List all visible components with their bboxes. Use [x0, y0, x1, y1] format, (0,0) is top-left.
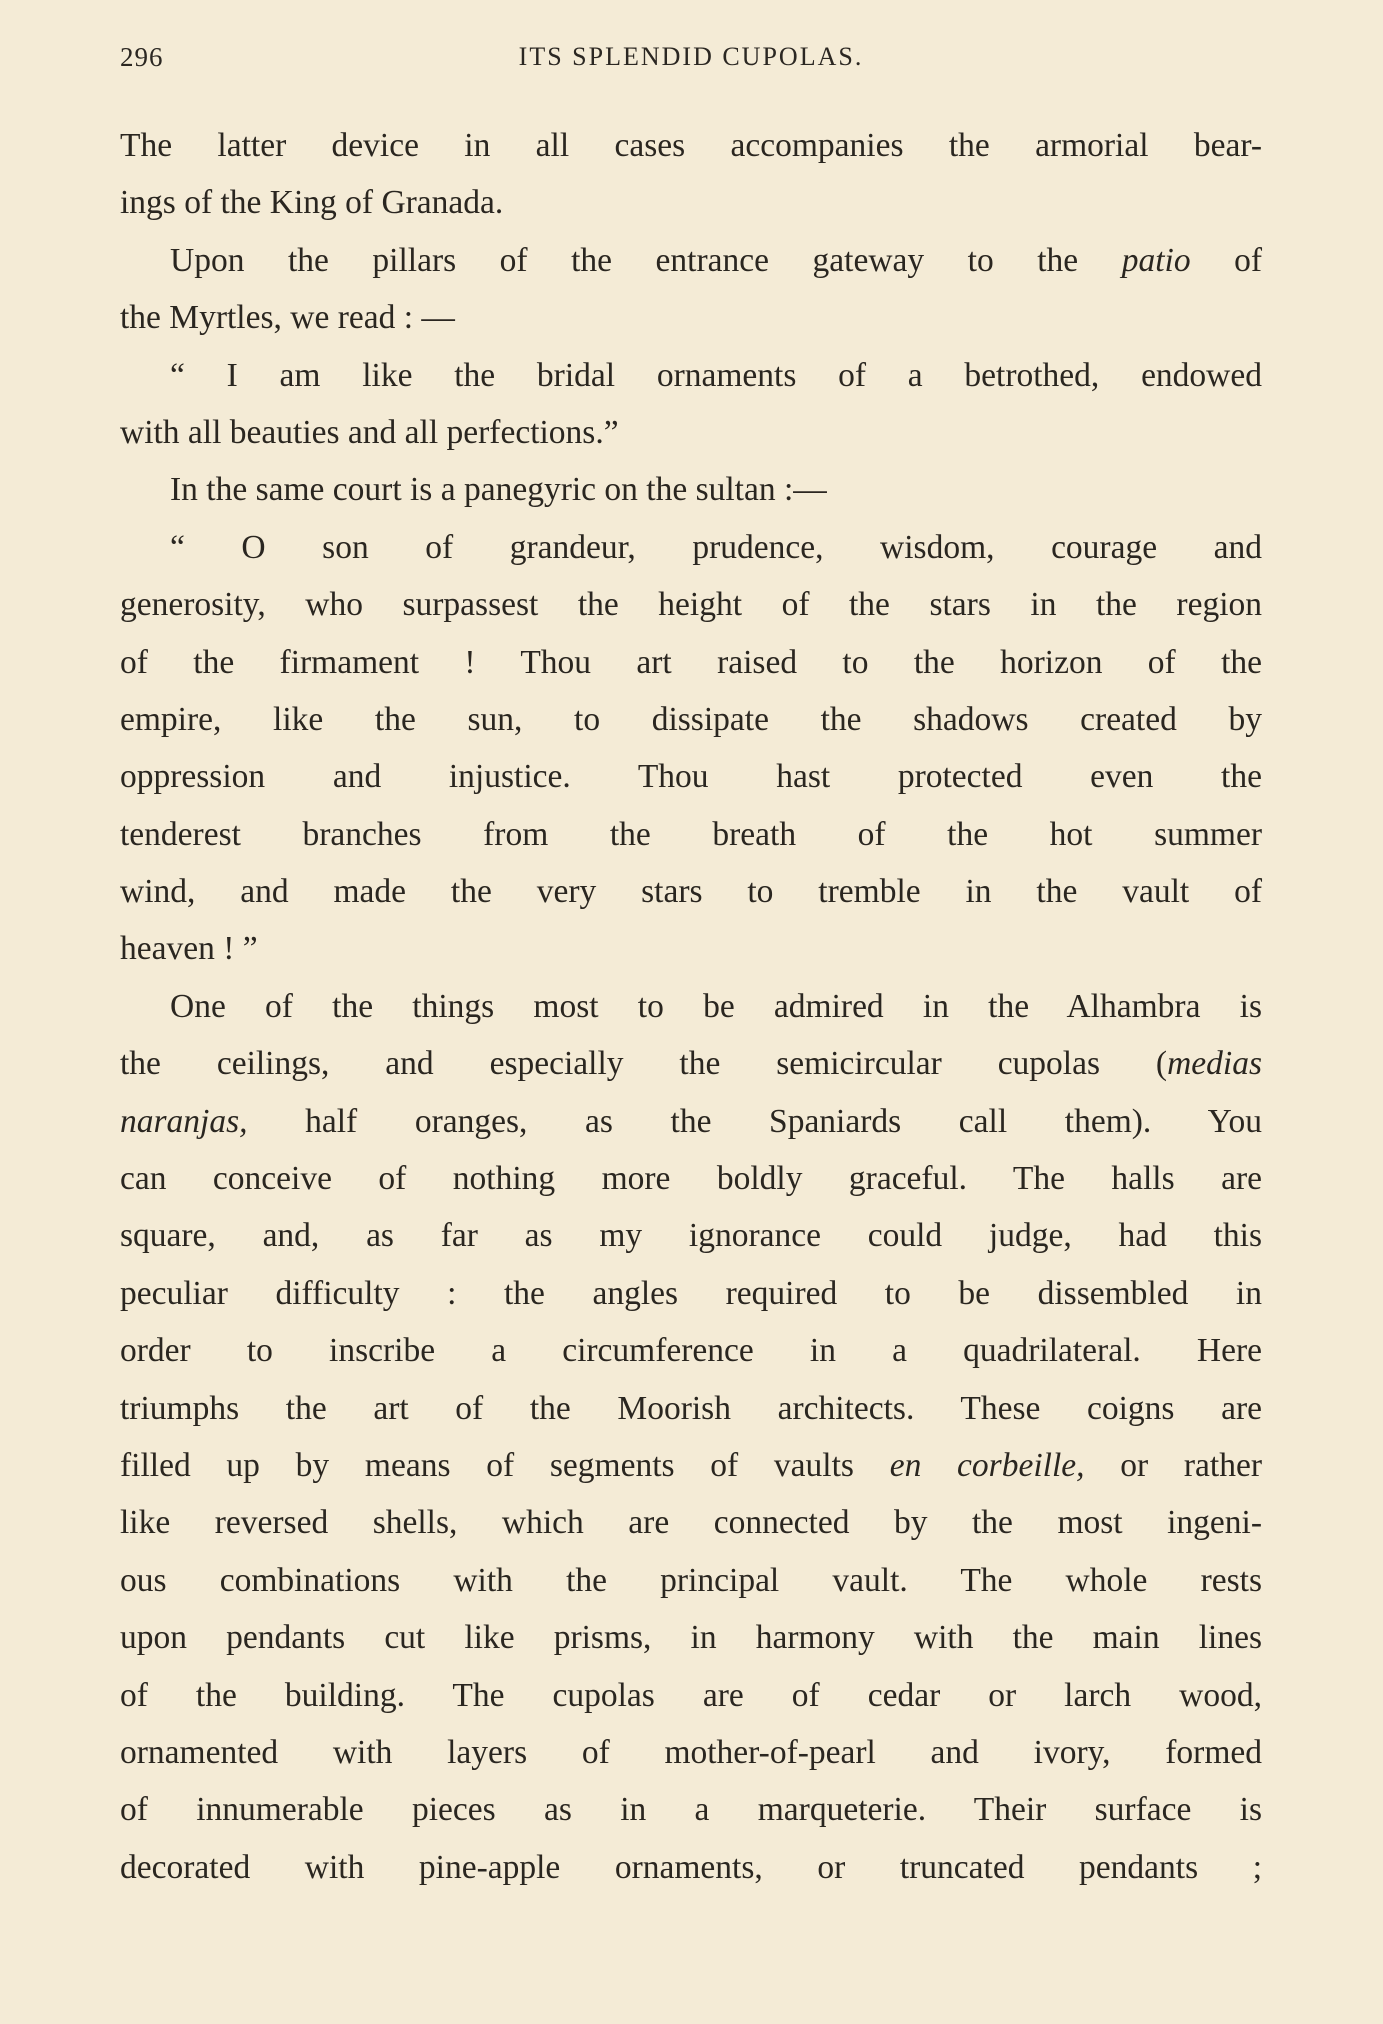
text-line	[120, 1380, 1262, 1437]
italic-term: naranjas,	[120, 1102, 248, 1140]
text-line	[120, 806, 1262, 863]
text-line	[120, 117, 1262, 174]
text-line-segment: of	[1190, 241, 1263, 279]
text-line-segment: In the same court is a panegyric on the sultan :—	[170, 471, 827, 509]
text-line	[120, 920, 1262, 977]
text-line	[120, 1839, 1262, 1896]
text-line	[120, 978, 1262, 1035]
text-line-segment: triumphs the art of the Moorish architects. These coigns are	[120, 1389, 1262, 1427]
text-line	[120, 1035, 1262, 1092]
text-line-segment: filled up by means of segments of vaults	[120, 1446, 890, 1484]
text-line-segment: of innumerable pieces as in a marqueterie. Their surface is	[120, 1791, 1262, 1829]
text-line-segment: Upon the pillars of the entrance gateway to the	[170, 241, 1122, 279]
text-line	[120, 1322, 1262, 1379]
text-line-segment: can conceive of nothing more boldly graceful. The halls are	[120, 1160, 1262, 1198]
text-line-segment: “ O son of grandeur, prudence, wisdom, courage and	[170, 528, 1262, 566]
text-line-segment: decorated with pine-apple ornaments, or truncated pendants ;	[120, 1848, 1262, 1886]
text-line-segment: wind, and made the very stars to tremble in the vault of	[120, 873, 1262, 911]
text-line-segment: of the building. The cupolas are of cedar or larch wood,	[120, 1676, 1262, 1714]
text-line-segment: “ I am like the bridal ornaments of a betrothed, endowed	[170, 356, 1262, 394]
italic-term: medias	[1167, 1045, 1262, 1083]
text-line-segment: order to inscribe a circumference in a quadrilateral. Here	[120, 1332, 1262, 1370]
text-line-segment: or rather	[1084, 1446, 1263, 1484]
text-line	[120, 1609, 1262, 1666]
text-line	[120, 174, 1262, 231]
text-line-segment: One of the things most to be admired in the Alhambra is	[170, 987, 1262, 1025]
text-line-segment: with all beauties and all perfections.”	[120, 413, 619, 451]
text-line-segment: ous combinations with the principal vault. The whole rests	[120, 1561, 1262, 1599]
text-line-segment: of the firmament ! Thou art raised to the horizon of the	[120, 643, 1262, 681]
text-line	[120, 347, 1262, 404]
text-line-segment: the ceilings, and especially the semicircular cupolas (	[120, 1045, 1168, 1083]
text-line	[120, 404, 1262, 461]
text-line	[120, 519, 1262, 576]
italic-term: patio	[1121, 241, 1191, 279]
text-line	[120, 289, 1262, 346]
text-line-segment: heaven ! ”	[120, 930, 258, 968]
page-header	[120, 42, 1262, 78]
text-line	[120, 1494, 1262, 1551]
text-line-segment: peculiar difficulty : the angles required to be dissembled in	[120, 1274, 1262, 1312]
text-line	[120, 1781, 1262, 1838]
text-line	[120, 1437, 1262, 1494]
text-line	[120, 1093, 1262, 1150]
text-line	[120, 1265, 1262, 1322]
text-line-segment: ornamented with layers of mother-of-pearl and ivory, formed	[120, 1733, 1262, 1771]
text-line-segment: the Myrtles, we read : —	[120, 299, 455, 337]
body-text	[120, 117, 1262, 1896]
text-line-segment: ings of the King of Granada.	[120, 184, 504, 222]
text-line	[120, 1150, 1262, 1207]
text-line	[120, 1207, 1262, 1264]
text-line-segment: The latter device in all cases accompanies the armorial bear-	[120, 127, 1262, 164]
text-line-segment: half oranges, as the Spaniards call them). You	[247, 1102, 1262, 1140]
text-line	[120, 461, 1262, 518]
text-line-segment: generosity, who surpassest the height of the stars in the region	[120, 586, 1262, 624]
page-number: 296	[120, 42, 164, 72]
text-line	[120, 748, 1262, 805]
italic-term: en corbeille,	[889, 1446, 1085, 1484]
text-line-segment: oppression and injustice. Thou hast protected even the	[120, 758, 1262, 796]
text-line-segment: empire, like the sun, to dissipate the shadows created by	[120, 700, 1262, 738]
running-title: ITS SPLENDID CUPOLAS.	[518, 42, 864, 71]
text-line	[120, 232, 1262, 289]
text-line-segment: like reversed shells, which are connected by the most ingeni-	[120, 1504, 1262, 1542]
text-line	[120, 1724, 1262, 1781]
text-line	[120, 576, 1262, 633]
text-line	[120, 634, 1262, 691]
text-line	[120, 1552, 1262, 1609]
text-line-segment: tenderest branches from the breath of the hot summer	[120, 815, 1262, 853]
text-line	[120, 863, 1262, 920]
text-line	[120, 1667, 1262, 1724]
text-line-segment: square, and, as far as my ignorance could judge, had this	[120, 1217, 1262, 1255]
text-line-segment: upon pendants cut like prisms, in harmony with the main lines	[120, 1619, 1262, 1657]
text-line	[120, 691, 1262, 748]
